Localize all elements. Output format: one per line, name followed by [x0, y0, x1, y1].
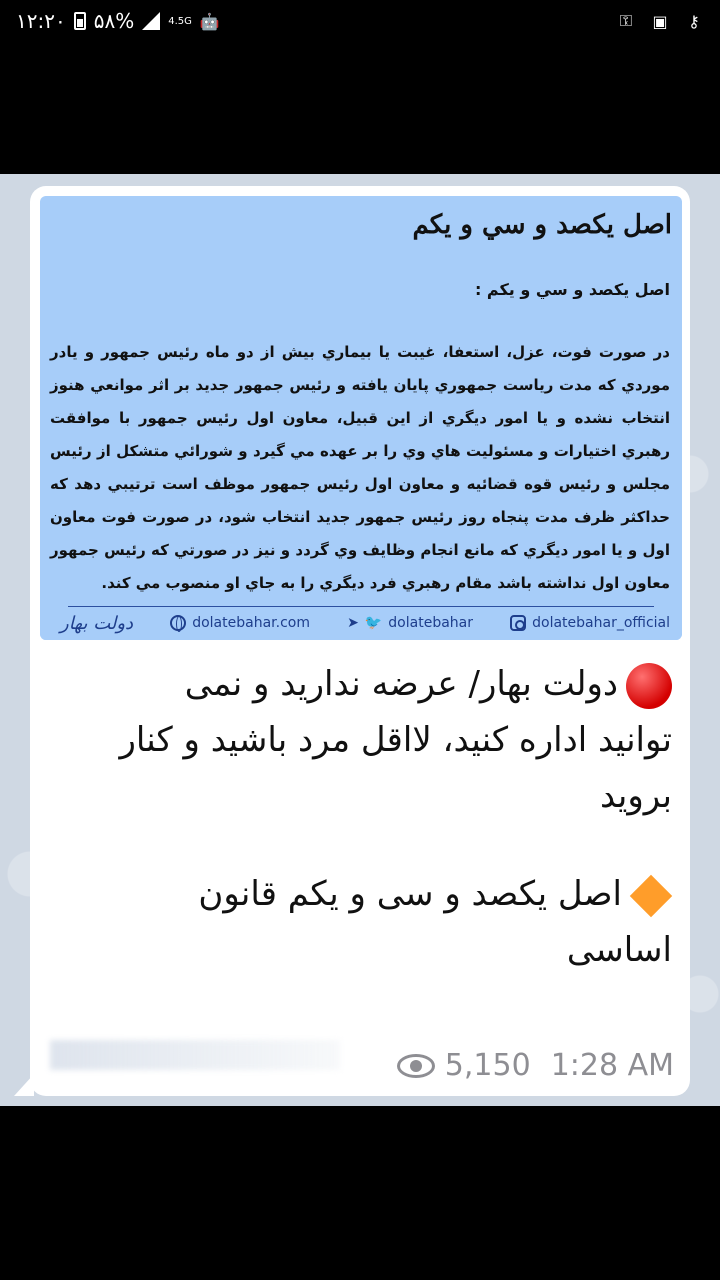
bubble-tail: [14, 1074, 34, 1096]
footer-logo: دولت بهار: [60, 612, 134, 634]
instagram-icon: [510, 615, 526, 631]
blurred-watermark: [50, 1040, 340, 1070]
message-text-2: [112, 866, 672, 978]
footer-website-label: dolatebahar.com: [192, 615, 310, 631]
signal-icon: [142, 12, 160, 30]
message-line-2: اصل یکصد و سی و یکم قانون اساسی: [198, 874, 672, 970]
globe-icon: [170, 615, 186, 631]
message-image[interactable]: [40, 196, 682, 640]
footer-instagram: [510, 615, 670, 631]
key-icon: ⚿: [619, 11, 633, 30]
vpn-key-icon: ⚷: [688, 11, 700, 31]
footer-social: [347, 615, 473, 631]
image-title: اصل يكصد و سي و يكم: [412, 210, 672, 240]
status-left: [16, 9, 220, 33]
footer-instagram-label: dolatebahar_official: [532, 615, 670, 631]
image-subtitle: اصل يكصد و سي و يكم :: [474, 280, 670, 299]
eye-icon: [397, 1054, 435, 1078]
battery-icon: [74, 12, 86, 30]
view-count: [397, 1048, 531, 1083]
robot-icon: 🤖: [199, 11, 220, 31]
network-type: 4.5G: [168, 15, 192, 27]
message-meta: [397, 1048, 674, 1083]
image-body-text: در صورت فوت، عزل، استعفا، غيبت يا بيماري بيش از دو ماه رئيس جمهور و يادر موردي كه مدت رياست جمهوري پايان يافته و رئيس جمهور جديد بر اثر موانعي هنوز انتخاب نشده و يا امور ديگري از اين قبيل، معاون اول رئيس جمهور با موافقت رهبري اختيارات و مسئوليت هاي وي را بر عهده مي گيرد و شورائي متشكل از رئيس مجلس و رئيس قوه قضائيه و معاون اول رئيس جمهور موظف است ترتيبي دهد كه حداكثر ظرف مدت پنجاه روز رئيس جمهور جديد انتخاب شود، در صورت فوت معاون اول و يا امور ديگري كه مانع انجام وظايف وي گردد و نيز در صورتي كه رئيس جمهور معاون اول نداشته باشد مقام رهبري فرد ديگري را به جاي او منصوب مي كند.: [50, 343, 670, 592]
footer-social-label: dolatebahar: [388, 615, 473, 631]
status-right: [616, 12, 704, 30]
telegram-icon: ➤: [347, 615, 359, 631]
image-icon: ▣: [652, 11, 668, 31]
image-footer: [40, 606, 682, 640]
red-circle-icon: [626, 663, 672, 709]
orange-diamond-icon: [630, 874, 672, 916]
status-bar: [0, 0, 720, 42]
footer-website: [170, 615, 310, 631]
battery-level: ۵۸%: [93, 9, 135, 33]
status-time: ۱۲:۲۰: [16, 9, 66, 33]
message-time: 1:28 AM: [550, 1048, 674, 1083]
view-count-value: 5,150: [444, 1048, 531, 1083]
message-line-1: دولت بهار/ عرضه ندارید و نمی توانید اداره کنید، لااقل مرد باشید و کنار بروید: [119, 664, 672, 816]
twitter-icon: 🐦: [364, 615, 383, 631]
footer-divider: [68, 606, 654, 607]
message-text-1: [112, 656, 672, 824]
